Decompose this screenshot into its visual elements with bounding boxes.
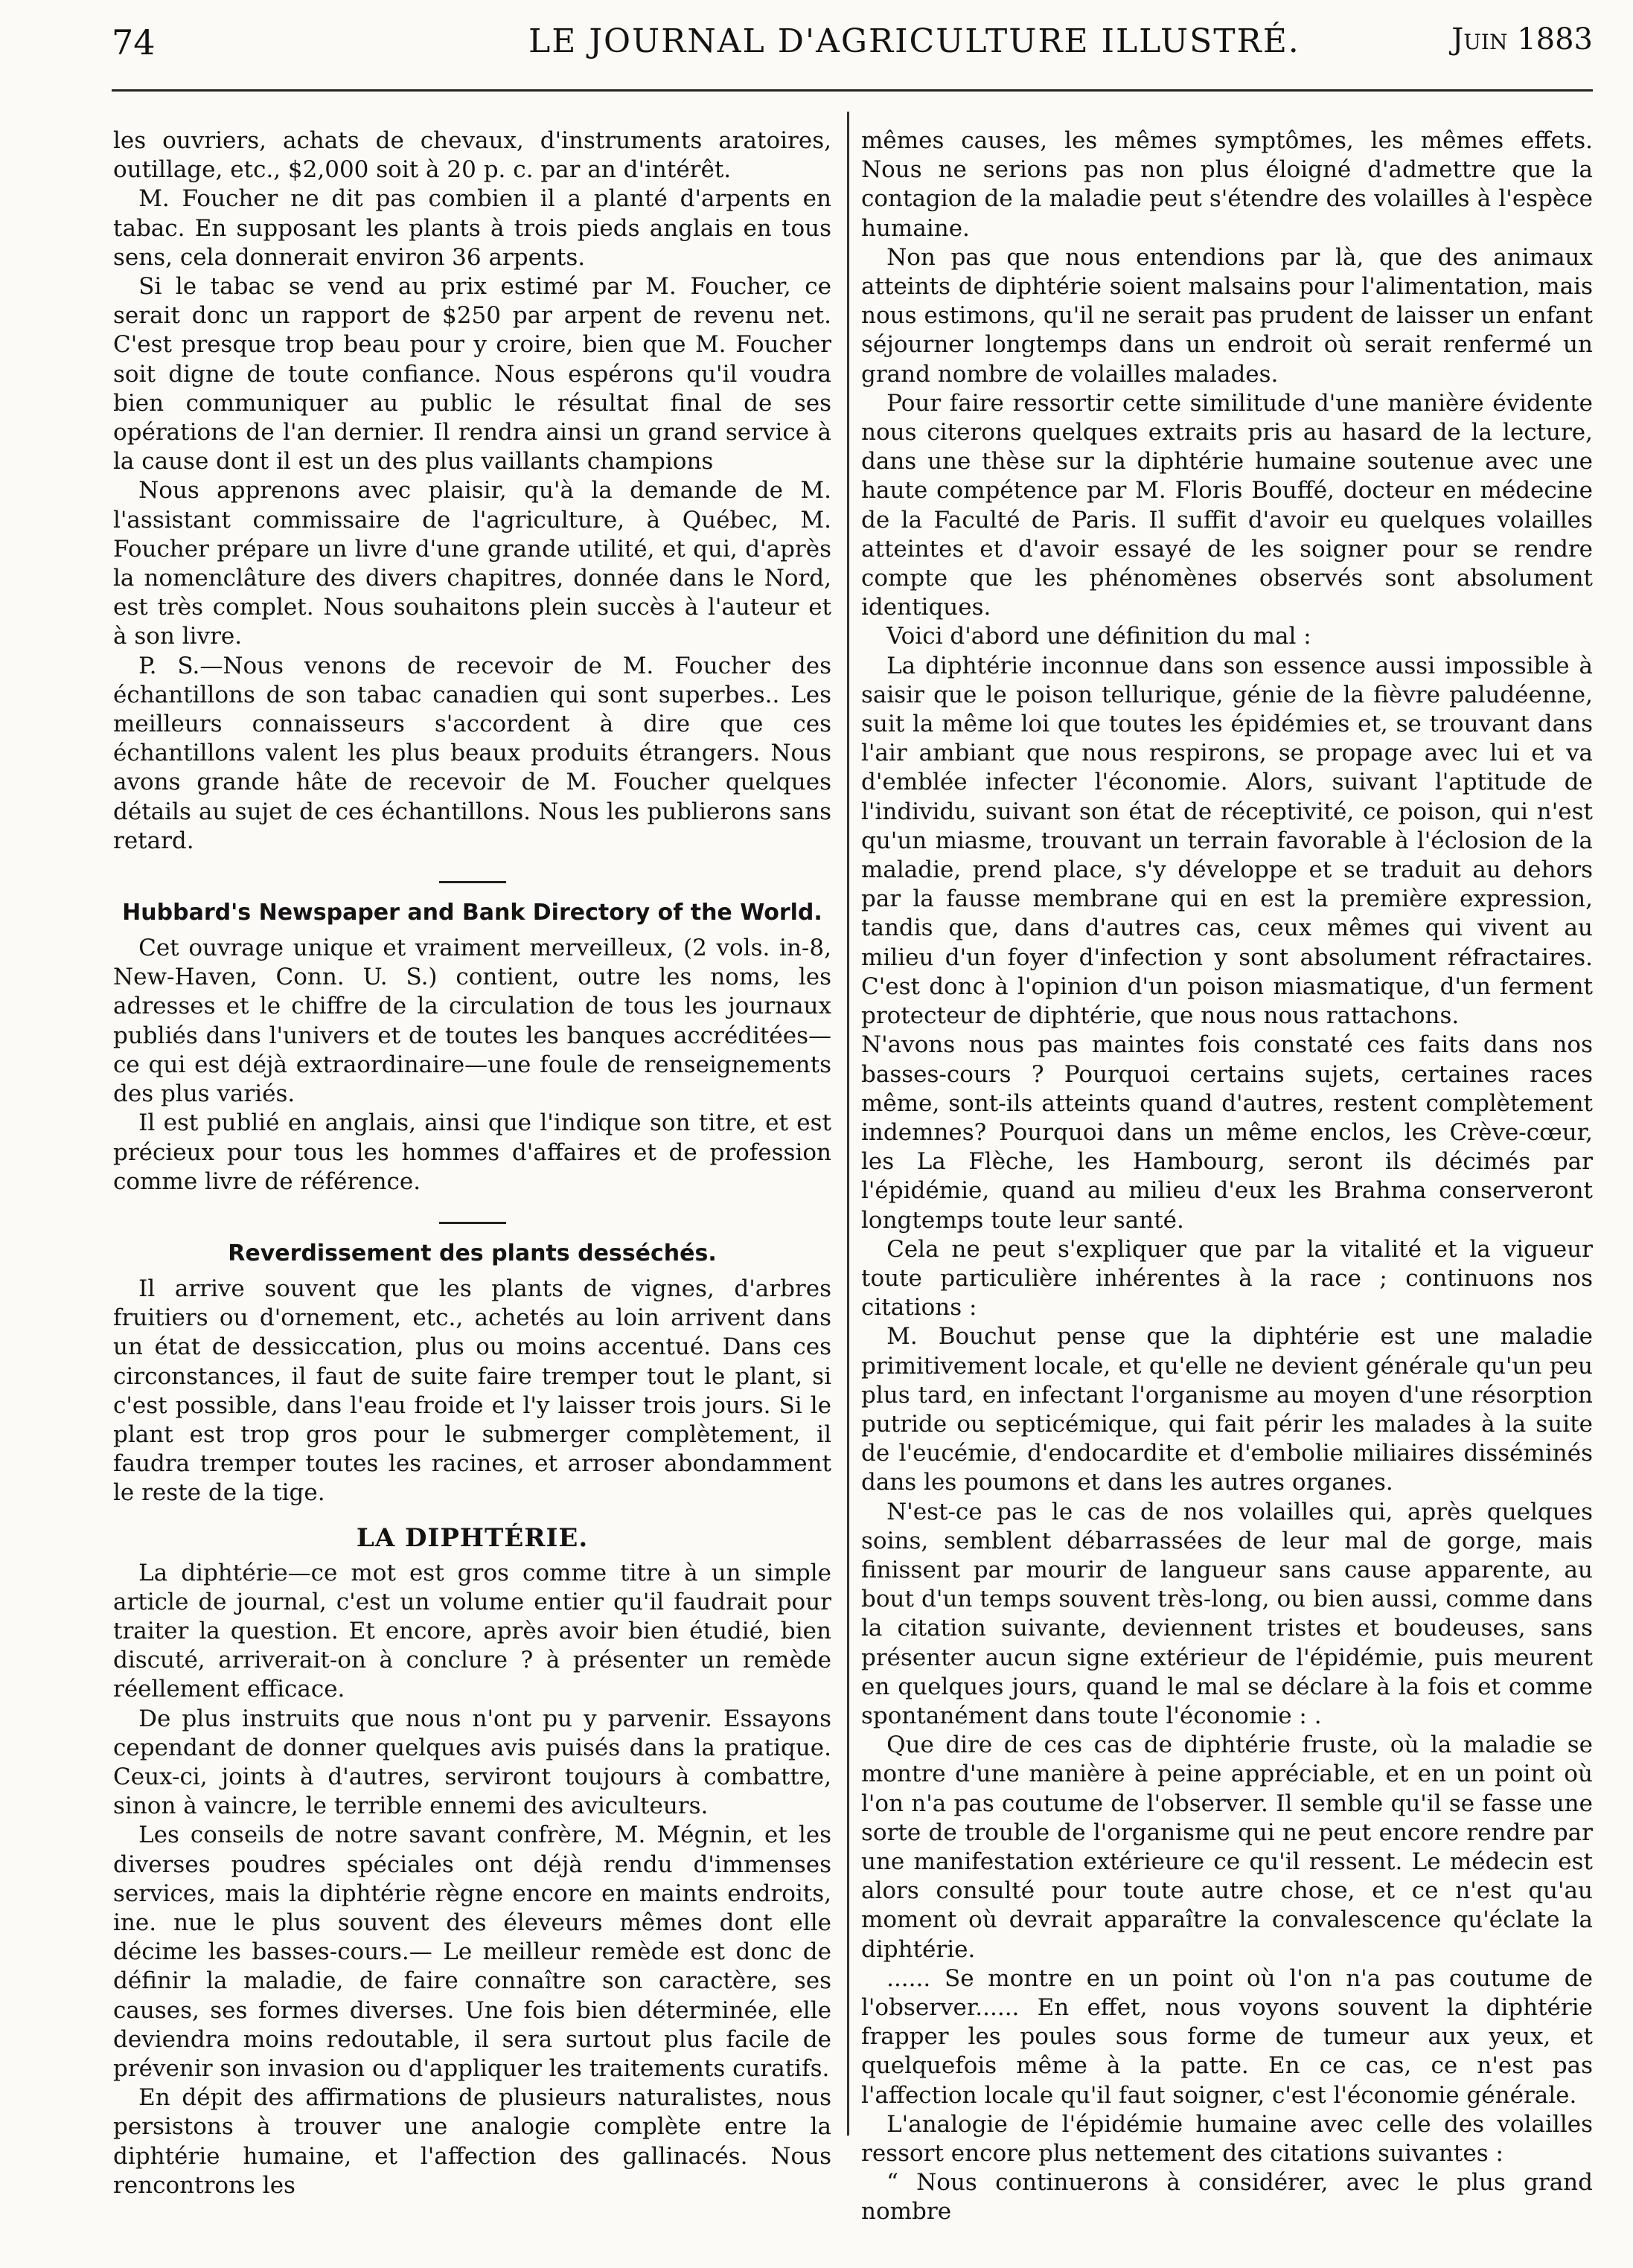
- left-column: [113, 126, 831, 2200]
- paragraph: “ Nous continuerons à considérer, avec le plus grand nombre: [861, 2169, 1593, 2226]
- paragraph: Nous apprenons avec plaisir, qu'à la demande de M. l'assistant commissaire de l'agriculture, à Québec, M. Foucher prépare un livre d'une grande utilité, et qui, d'après la nomenclâture des divers chapitres, donnée dans le Nord, est très complet. Nous souhaitons plein succès à l'auteur et à son livre.: [113, 477, 831, 650]
- paragraph: Cet ouvrage unique et vraiment merveilleux, (2 vols. in-8, New-Haven, Conn. U. S.) contient, outre les noms, les adresses et le chiffre de la circulation de tous les journaux publiés dans l'univers et de toutes les banques accréditées—ce qui est déjà extraordinaire—une foule de renseignements des plus variés.: [113, 935, 831, 1108]
- section-rule: [439, 1222, 506, 1224]
- section-heading: LA DIPHTÉRIE.: [356, 1522, 589, 1553]
- paragraph: M. Foucher ne dit pas combien il a planté d'arpents en tabac. En supposant les plants à trois pieds anglais en tous sens, cela donnerait environ 36 arpents.: [113, 185, 831, 271]
- page-header: [112, 22, 1593, 82]
- section-heading: Hubbard's Newspaper and Bank Directory of the World.: [122, 900, 822, 926]
- right-column: [861, 126, 1593, 2227]
- paragraph: N'avons nous pas maintes fois constaté ces faits dans nos basses-cours ? Pourquoi certains sujets, certaines races même, sont-ils atteints quand d'autres, restent complètement indemnes? Pourquoi dans un même enclos, les Crève-cœur, les La Flèche, les Hambourg, seront ils décimés par l'épidémie, quand au milieu d'eux les Brahma conserveront longtemps toute leur santé.: [861, 1031, 1593, 1234]
- issue-date: Juin 1883: [1451, 22, 1593, 57]
- paragraph: N'est-ce pas le cas de nos volailles qui, après quelques soins, semblent débarrassées de leur mal de gorge, mais finissent par mourir de langueur sans cause apparente, au bout d'un temps souvent très-long, ou bien aussi, comme dans la citation suivante, deviennent tristes et boudeuses, sans présenter aucun signe extérieur de l'épidémie, puis meurent en quelques jours, quand le mal se déclare à la fois et comme spontanément dans toute l'économie : .: [861, 1498, 1593, 1729]
- paragraph: Si le tabac se vend au prix estimé par M. Foucher, ce serait donc un rapport de $250 par arpent de revenu net. C'est presque trop beau pour y croire, bien que M. Foucher soit digne de toute confiance. Nous espérons qu'il voudra bien communiquer au public le résultat final de ses opérations de l'an dernier. Il rendra ainsi un grand service à la cause dont il est un des plus vaillants champions: [113, 273, 831, 475]
- paragraph: En dépit des affirmations de plusieurs naturalistes, nous persistons à trouver une analogie complète entre la diphtérie humaine, et l'affection des gallinacés. Nous rencontrons les: [113, 2084, 831, 2199]
- paragraph: Il est publié en anglais, ainsi que l'indique son titre, et est précieux pour tous les hommes d'affaires et de profession comme livre de référence.: [113, 1109, 831, 1195]
- paragraph: les ouvriers, achats de chevaux, d'instruments aratoires, outillage, etc., $2,000 soit à 20 p. c. par an d'intérêt.: [113, 127, 831, 184]
- paragraph: Cela ne peut s'expliquer que par la vitalité et la vigueur toute particulière inhérentes à la race ; continuons nos citations :: [861, 1235, 1593, 1322]
- paragraph: La diphtérie inconnue dans son essence aussi impossible à saisir que le poison tellurique, génie de la fièvre paludéenne, suit la même loi que toutes les épidémies et, se trouvant dans l'air ambiant que nous respirons, se propage avec lui et va d'emblée infecter l'économie. Alors, suivant l'aptitude de l'individu, suivant son état de réceptivité, ce poison, qui n'est qu'un miasme, trouvant un terrain favorable à l'éclosion de la maladie, prend place, s'y développe et se traduit au dehors par la fausse membrane qui en est la première expression, tandis que, dans d'autres cas, ceux mêmes qui vivent au milieu d'un foyer d'infection y sont absolument réfractaires. C'est donc à l'opinion d'un poison miasmatique, d'un ferment protecteur de diphtérie, que nous nous rattachons.: [861, 652, 1593, 1030]
- paragraph: Voici d'abord une définition du mal :: [886, 623, 1311, 650]
- journal-title: LE JOURNAL D'AGRICULTURE ILLUSTRÉ.: [528, 22, 1300, 60]
- paragraph: P. S.—Nous venons de recevoir de M. Foucher des échantillons de son tabac canadien qui sont superbes.. Les meilleurs connaisseurs s'accordent à dire que ces échantillons valent les plus beaux produits étrangers. Nous avons grande hâte de recevoir de M. Foucher quelques détails au sujet de ces échantillons. Nous les publierons sans retard.: [113, 652, 831, 854]
- page-number: 74: [112, 22, 156, 63]
- paragraph: M. Bouchut pense que la diphtérie est une maladie primitivement locale, et qu'elle ne devient générale qu'un peu plus tard, en infectant l'organisme au moyen d'une résorption putride ou septicémique, qui fait périr les malades à la suite de l'eucémie, d'endocardite et d'embolie miliaires disséminés dans les poumons et dans les autres organes.: [861, 1323, 1593, 1496]
- header-rule: [112, 89, 1593, 92]
- paragraph: mêmes causes, les mêmes symptômes, les mêmes effets. Nous ne serions pas non plus éloigné d'admettre que la contagion de la maladie peut s'étendre des volailles à l'espèce humaine.: [861, 127, 1593, 242]
- paragraph: Non pas que nous entendions par là, que des animaux atteints de diphtérie soient malsains pour l'alimentation, mais nous estimons, qu'il ne serait pas prudent de laisser un enfant séjourner longtemps dans un endroit où serait renfermé un grand nombre de volailles malades.: [861, 243, 1593, 388]
- paragraph: Les conseils de notre savant confrère, M. Mégnin, et les diverses poudres spéciales ont déjà rendu d'immenses services, mais la diphtérie règne encore en maints endroits, ine. nue le plus souvent des éleveurs mêmes dont elle décime les basses-cours.— Le meilleur remède est donc de définir la maladie, de faire connaître son caractère, ses causes, ses formes diverses. Une fois bien déterminée, elle deviendra moins redoutable, il sera surtout plus facile de prévenir son invasion ou d'appliquer les traitements curatifs.: [113, 1822, 831, 2082]
- paragraph: De plus instruits que nous n'ont pu y parvenir. Essayons cependant de donner quelques avis puisés dans la pratique. Ceux-ci, joints à d'autres, serviront toujours à combattre, sinon à vaincre, le terrible ennemi des aviculteurs.: [113, 1705, 831, 1820]
- section-rule: [439, 881, 506, 883]
- section-heading: Reverdissement des plants desséchés.: [228, 1240, 717, 1266]
- paragraph: Il arrive souvent que les plants de vignes, d'arbres fruitiers ou d'ornement, etc., achetés au loin arrivent dans un état de dessiccation, plus ou moins accentué. Dans ces circonstances, il faut de suite faire tremper tout le plant, si c'est possible, dans l'eau froide et l'y laisser trois jours. Si le plant est trop gros pour le submerger complètement, il faudra tremper toutes les racines, et arroser abondamment le reste de la tige.: [113, 1275, 831, 1507]
- paragraph: ...... Se montre en un point où l'on n'a pas coutume de l'observer...... En effet, nous voyons souvent la diphtérie frapper les poules sous forme de tumeur aux yeux, et quelquefois même à la patte. En ce cas, ce n'est pas l'affection locale qu'il faut soigner, c'est l'économie générale.: [861, 1964, 1593, 2109]
- paragraph: Que dire de ces cas de diphtérie fruste, où la maladie se montre d'une manière à peine appréciable, et en un point où l'on n'a pas coutume de l'observer. Il semble qu'il se fasse une sorte de trouble de l'organisme qui ne peut encore rendre par une manifestation extérieure ce qu'il ressent. Le médecin est alors consulté pour toute autre chose, et ce n'est qu'au moment où devrait apparaître la convalescence qu'éclate la diphtérie.: [861, 1732, 1593, 1963]
- paragraph: L'analogie de l'épidémie humaine avec celle des volailles ressort encore plus nettement des citations suivantes :: [861, 2110, 1593, 2168]
- paragraph: Pour faire ressortir cette similitude d'une manière évidente nous citerons quelques extraits pris au hasard de la lecture, dans une thèse sur la diphtérie humaine soutenue avec une haute compétence par M. Floris Bouffé, docteur en médecine de la Faculté de Paris. Il suffit d'avoir eu quelques volailles atteintes et d'avoir essayé de les soigner pour se rendre compte que les phénomènes observés sont absolument identiques.: [861, 389, 1593, 621]
- column-divider: [847, 112, 849, 2136]
- paragraph: La diphtérie—ce mot est gros comme titre à un simple article de journal, c'est un volume entier qu'il faudrait pour traiter la question. Et encore, après avoir bien étudié, bien discuté, arriverait-on à conclure ? à présenter un remède réellement efficace.: [113, 1559, 831, 1703]
